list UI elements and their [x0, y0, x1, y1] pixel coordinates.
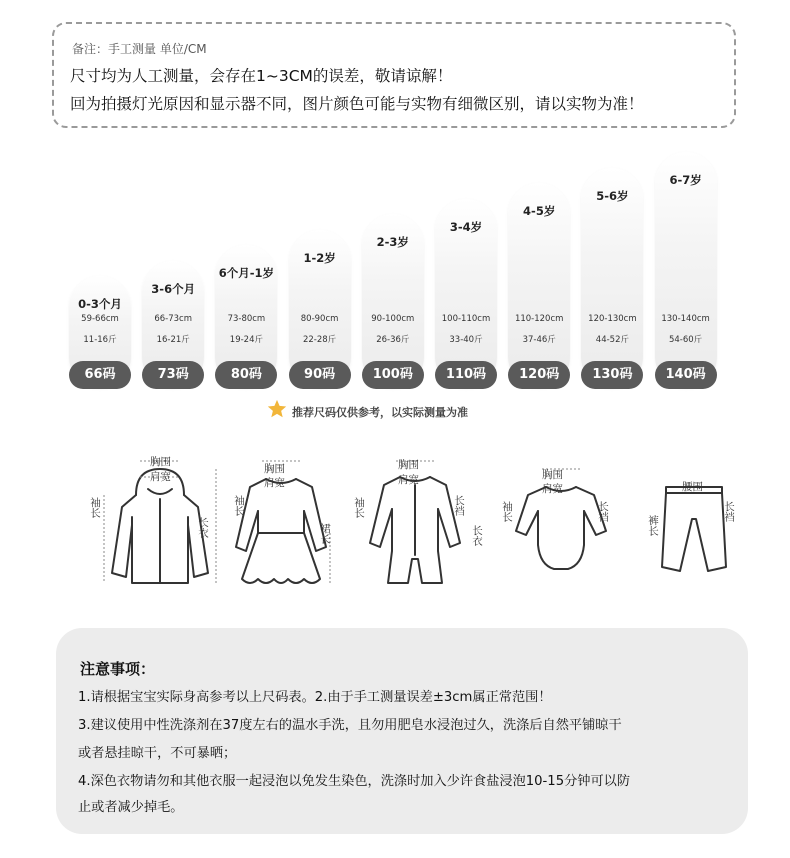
size-height-label: 66-73cm [154, 314, 193, 324]
size-age-label: 6个月-1岁 [218, 266, 275, 280]
size-age-label: 2-3岁 [376, 235, 409, 249]
dress-sleeve-label: 袖长 [233, 495, 245, 516]
size-code-badge: 73码 [142, 361, 204, 389]
size-weight-label: 16-21斤 [156, 335, 190, 345]
size-weight-label: 33-40斤 [449, 335, 483, 345]
dress-skirt-label: 裙长 [319, 523, 331, 544]
size-height-label: 90-100cm [371, 314, 415, 324]
size-code-badge: 110码 [435, 361, 497, 389]
jacket-shoulder-label: 肩宽 [150, 471, 171, 483]
romper-shoulder-label: 肩宽 [398, 474, 419, 486]
care-title: 注意事项： [80, 660, 156, 678]
size-weight-label: 54-60斤 [668, 335, 703, 345]
size-height-label: 73-80cm [227, 314, 266, 324]
size-weight-label: 37-46斤 [522, 335, 556, 345]
size-code-badge: 80码 [215, 361, 277, 389]
size-height-label: 120-130cm [588, 314, 637, 324]
size-age-label: 4-5岁 [523, 204, 556, 218]
care-line: 1.请根据宝宝实际身高参考以上尺码表。2.由于手工测量误差±3cm属正常范围！ [78, 690, 552, 705]
size-code-badge: 120码 [508, 361, 570, 389]
care-line: 3.建议使用中性洗涤剂在37度左右的温水手洗，且勿用肥皂水浸泡过久，洗涤后自然平铺晾干 [78, 718, 622, 733]
pants-waist-label: 腰围 [682, 481, 703, 493]
size-tip: 推荐尺码仅供参考，以实际测量为准 [292, 406, 468, 419]
bodysuit-sleeve-label: 袖长 [501, 501, 513, 522]
size-chart [0, 0, 790, 400]
care-line: 4.深色衣物请勿和其他衣服一起浸泡以免发生染色，洗涤时加入少许食盐浸泡10-15分钟可以防 [78, 774, 631, 789]
size-weight-label: 19-24斤 [229, 335, 263, 345]
size-code-badge: 130码 [581, 361, 643, 389]
notice-color-text: 回为拍摄灯光原因和显示器不同，图片颜色可能与实物有细微区别，请以实物为准！ [70, 95, 644, 113]
romper-sleeve-label: 袖长 [353, 497, 365, 518]
size-code-badge: 140码 [655, 361, 717, 389]
size-weight-label: 44-52斤 [595, 335, 629, 345]
pants-crotch-label: 长裆 [723, 501, 735, 522]
dress-chest-label: 胸围 [264, 463, 285, 475]
care-line: 止或者减少掉毛。 [78, 800, 184, 815]
size-age-label: 6-7岁 [669, 173, 702, 187]
size-height-label: 130-140cm [661, 314, 710, 324]
romper-chest-label: 胸围 [398, 459, 419, 471]
size-code-badge: 90码 [289, 361, 351, 389]
size-code-badge: 66码 [69, 361, 131, 389]
size-age-label: 1-2岁 [303, 250, 336, 265]
romper-length-label: 长衣 [471, 525, 483, 546]
jacket-sleeve-label: 袖长 [89, 497, 101, 518]
size-weight-label: 11-16斤 [83, 335, 117, 345]
size-height-label: 110-120cm [514, 314, 564, 324]
garment-diagrams [0, 445, 790, 595]
notice-unit-text: 备注：手工测量 单位/CM [72, 42, 207, 56]
size-weight-label: 26-36斤 [376, 335, 410, 345]
bodysuit-crotch-label: 长裆 [597, 501, 609, 522]
size-age-label: 3-4岁 [449, 219, 483, 234]
care-instructions [56, 628, 748, 834]
jacket-chest-label: 胸围 [150, 456, 171, 468]
jacket-length-label: 长衣 [197, 517, 209, 538]
size-weight-label: 22-28斤 [302, 335, 337, 345]
size-height-label: 80-90cm [300, 314, 339, 324]
bodysuit-chest-label: 胸围 [542, 469, 563, 481]
size-age-label: 3-6个月 [151, 281, 196, 296]
romper-crotch-label: 长裆 [453, 495, 465, 516]
star-icon [266, 398, 288, 420]
size-height-label: 59-66cm [81, 314, 119, 324]
size-age-label: 5-6岁 [596, 188, 629, 203]
size-height-label: 100-110cm [441, 314, 491, 324]
notice-error-text: 尺寸均为人工测量，会存在1~3CM的误差，敬请谅解！ [70, 67, 453, 85]
pants-length-label: 裤长 [647, 515, 659, 536]
dress-shoulder-label: 肩宽 [264, 477, 285, 489]
size-age-label: 0-3个月 [78, 297, 122, 311]
bodysuit-shoulder-label: 肩宽 [542, 483, 563, 495]
care-line: 或者悬挂晾干，不可暴晒； [78, 746, 237, 761]
size-code-badge: 100码 [362, 361, 424, 389]
